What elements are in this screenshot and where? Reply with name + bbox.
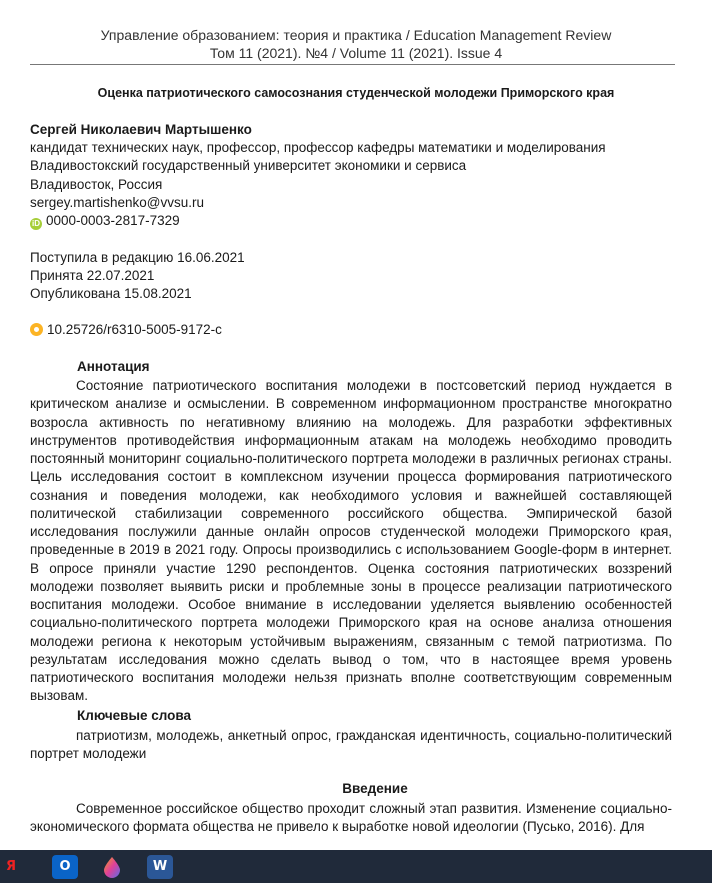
word-icon[interactable]: W: [147, 855, 173, 879]
journal-header: Управление образованием: теория и практика / Education Management Review: [100, 27, 612, 43]
volume-header: Том 11 (2021). №4 / Volume 11 (2021). Issue 4: [209, 45, 503, 61]
drop-app-icon[interactable]: [99, 855, 125, 879]
outlook-icon[interactable]: O: [52, 855, 78, 879]
doi-icon: [30, 323, 43, 336]
date-received: Поступила в редакцию 16.06.2021: [30, 250, 245, 265]
date-accepted: Принята 22.07.2021: [30, 268, 155, 283]
article-title: Оценка патриотического самосознания студенческой молодежи Приморского края: [97, 86, 615, 100]
introduction-text: Современное российское общество проходит сложный этап развития. Изменение социально-экономического формата общества не привело к выработке новой идеологии (Пусько, 2016). Для: [30, 801, 672, 835]
yandex-browser-icon[interactable]: Я: [5, 859, 16, 874]
author-name: Сергей Николаевич Мартышенко: [30, 122, 252, 137]
orcid-icon: iD: [32, 219, 40, 228]
abstract-text: Состояние патриотического воспитания молодежи в постсоветский период нуждается в критическом анализе и осмыслении. В современном информационном пространстве многократно возросла активность по негативному влиянию на молодежь. Для разработки эффективных инструментов противодействия информационным атакам на молодежь необходимо проводить постоянный мониторинг социально-политического портрета молодежи в различных регионах страны. Цель исследования состоит в комплексном изучении процесса формирования патриотического сознания и поведения молодежи, как необходимого условия и важнейшей составляющей политической стабилизации современного российского общества. Эмпирической базой исследования послужили данные онлайн опросов студенческой молодежи Приморского края, проведенные в 2019 в 2021 году. Опросы производились с использованием Google-форм в интернет. В опросе приняли участие 1290 респондентов. Оценка состояния патриотических воззрений молодежи позволяет выявить риски и проблемные зоны в процессе реализации патриотического воспитания молодежи. Особое внимание в исследовании уделяется выявлению особенностей социально-политического портрета молодежи Приморского края на основе анализа отношения молодежи региона к некоторым устойчивым выражениям, связанным с темой патриотизма. По результатам исследования можно сделать вывод о том, что в настоящее время уровень патриотического воспитания молодежи нельзя признать вполне соответствующим современным вызовам.: [30, 378, 672, 704]
introduction-heading: Введение: [342, 781, 408, 796]
author-email[interactable]: sergey.martishenko@vvsu.ru: [30, 195, 205, 210]
doi-line[interactable]: [30, 321, 222, 339]
keywords-text: патриотизм, молодежь, анкетный опрос, гражданская идентичность, социально-политический портрет молодежи: [30, 728, 672, 762]
orcid-value: 0000-0003-2817-7329: [46, 213, 180, 228]
keywords-heading: Ключевые слова: [77, 708, 192, 723]
author-orcid[interactable]: [30, 212, 180, 230]
date-published: Опубликована 15.08.2021: [30, 286, 192, 301]
doi-value: 10.25726/r6310-5005-9172-c: [47, 322, 222, 337]
author-degree: кандидат технических наук, профессор, профессор кафедры математики и моделирования: [30, 140, 606, 155]
header-divider: [30, 64, 675, 65]
author-city: Владивосток, Россия: [30, 177, 163, 192]
author-affiliation: Владивостокский государственный университет экономики и сервиса: [30, 158, 467, 173]
abstract-heading: Аннотация: [77, 359, 150, 374]
taskbar: [0, 850, 712, 883]
